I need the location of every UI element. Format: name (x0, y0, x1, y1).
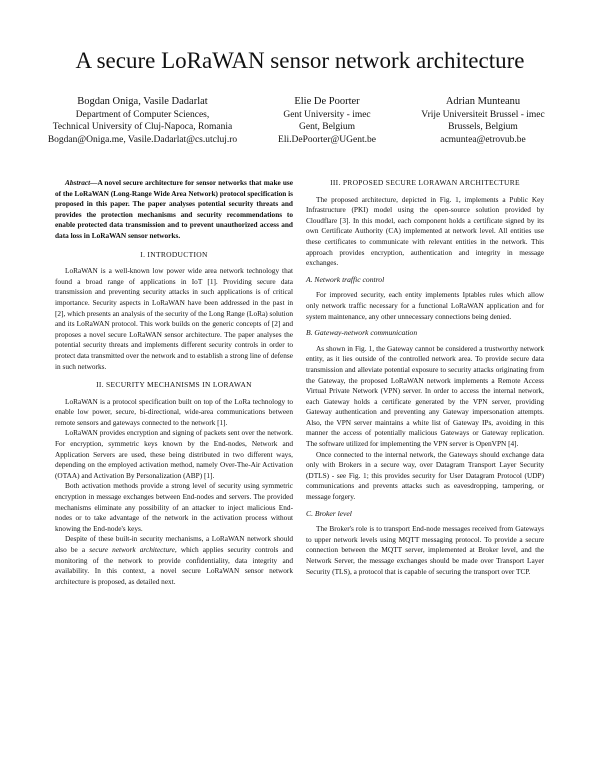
emphasis-text: secure network architecture (89, 545, 175, 554)
paragraph-text: , which applies security controls and monitoring of the network to provide confidentiality, data integrity and availability. In this context, a novel secure LoRaWAN sensor network architecture is proposed, as detailed next. (55, 545, 293, 586)
paragraph: LoRaWAN is a protocol specification built on top of the LoRa technology to enable low power, secure, bi-directional, wide-area communications between remote sensors and gateways connected to the network [1]. (55, 396, 293, 427)
author-affiliation: Technical University of Cluj-Napoca, Romania (52, 122, 233, 133)
subsection-heading: C. Broker level (306, 508, 352, 518)
section-heading: III. PROPOSED SECURE LORAWAN ARCHITECTURE (330, 178, 520, 187)
author-name: Adrian Munteanu (445, 96, 521, 107)
abstract-text: —A novel secure architecture for sensor networks that make use of the LoRaWAN (Long-Range Wide Area Network) protocol specification is proposed in this paper. The paper analyses potential security threats and provides the protection mechanisms and security recommendations to enable protected data transmission and to prevent unauthorized access and data loss in LoRaWAN sensor networks. (55, 178, 294, 240)
abstract (55, 178, 293, 242)
right-column (306, 178, 544, 577)
subsection-heading: A. Network traffic control (306, 274, 385, 284)
author-affiliation: Brussels, Belgium (448, 122, 518, 133)
paragraph: The Broker's role is to transport End-node messages received from Gateways to upper network levels using MQTT messaging protocol. To provide a secure connection between the MQTT server, implemented at Broker level, and the Network Server, the message exchanges should be made over Transport Layer Security (TLS), a protocol that is capable of securing the transport over TCP. (306, 524, 544, 576)
paragraph: Both activation methods provide a strong level of security using symmetric encryption in message exchanges between End-nodes and servers. The provided mechanisms eliminate any possibility of an attacker to inject malicious End-nodes or to take advantage of the network in the activation process without knowing the End-node's keys. (55, 481, 293, 533)
paragraph: For improved security, each entity implements Iptables rules which allow only network traffic necessary for a functional LoRaWAN application and for system maintenance, any other unnecessary connections being denied. (306, 290, 544, 321)
author-affiliation: Gent, Belgium (299, 122, 355, 133)
author-block-1 (40, 96, 245, 146)
paragraph: The proposed architecture, depicted in Fig. 1, implements a Public Key Infrastructure (PKI) model using the open-source solution provided by Cloudflare [3]. In this model, each component holds a certificate signed by its own Certificate Authority (CA) implemented at network level. All entities use these certificates to communicate with relevant entities in the network. This approach provides encryption, authentication and integrity in message exchanges. (306, 194, 544, 268)
author-email: Eli.DePoorter@UGent.be (278, 134, 376, 145)
section-heading: I. INTRODUCTION (140, 249, 208, 259)
abstract-label: Abstract (65, 178, 91, 187)
author-affiliation: Department of Computer Sciences, (75, 109, 210, 120)
paragraph: LoRaWAN is a well-known low power wide area network technology that found a broad range of applications in IoT [1]. Providing secure data transmission and preventing security attacks in such applications is of critical importance. Security aspects in LoRaWAN have been addressed in the past in [2], which presents an analysis of the security of the Long Range (LoRa) solution and its LoRaWAN protocol. This work builds on the generic concepts of [2] and proposes a novel secure LoRaWAN sensor architecture. The paper analyses the potential security threats and implements different security controls in order to protect data transmitted over the network and to establish a strong line of defense in such networks. (55, 266, 293, 371)
paragraph (55, 534, 293, 587)
paragraph: As shown in Fig. 1, the Gateway cannot be considered a trustworthy network entity, as it lies outside of the controlled network area. To provide secure data transmission and alleviate potential exposure to security attacks originating from the Gateway, the proposed LoRaWAN network implements a Remote Access Virtual Private Network (VPN) server. In order to access the internal network, each Gateway holds a certificate generated by the VPN server, providing Gateway authentication and preventing any Gateway impersonation attempts. Also, the VPN server maintains a white list of Gateway IPs, avoiding in this manner the access of potentially malicious Gateways or Gateway replication. The software utilized for implementing the VPN server is OpenVPN [4]. (306, 343, 544, 449)
paragraph-text: Despite of these built-in security mechanisms, a LoRaWAN network should also be a (55, 534, 293, 554)
author-email: acmuntea@etrovub.be (440, 134, 526, 145)
paper-title: A secure LoRaWAN sensor network architecture (75, 48, 525, 73)
author-block-2 (262, 96, 392, 146)
author-block-3 (402, 96, 564, 146)
subsection-heading: B. Gateway-network communication (306, 328, 418, 338)
paragraph: Once connected to the internal network, the Gateways should exchange data only with Brokers in a secure way, over Datagram Transport Layer Security (DTLS) - see Fig. 1; this provides security for User Datagram Protocol (UDP) communications and prevents attacks such as eavesdropping, tampering, or message forgery. (306, 449, 544, 502)
section-heading: II. SECURITY MECHANISMS IN LORAWAN (96, 380, 252, 390)
author-email: Bogdan@Oniga.me, Vasile.Dadarlat@cs.utcluj.ro (47, 134, 238, 145)
paragraph: LoRaWAN provides encryption and signing of packets sent over the network. For encryption, symmetric keys known by the End-nodes, Network and Application Servers are used, these being distributed in two different ways, depending on the employed activation method, namely Over-The-Air Activation (OTAA) and Activation By Personalization (ABP) [1]. (55, 428, 293, 480)
author-affiliation: Vrije Universiteit Brussel - imec (421, 109, 545, 120)
author-affiliation: Gent University - imec (283, 109, 371, 120)
author-name: Elie De Poorter (294, 96, 360, 107)
author-name: Bogdan Oniga, Vasile Dadarlat (77, 96, 208, 107)
left-column (55, 178, 293, 587)
